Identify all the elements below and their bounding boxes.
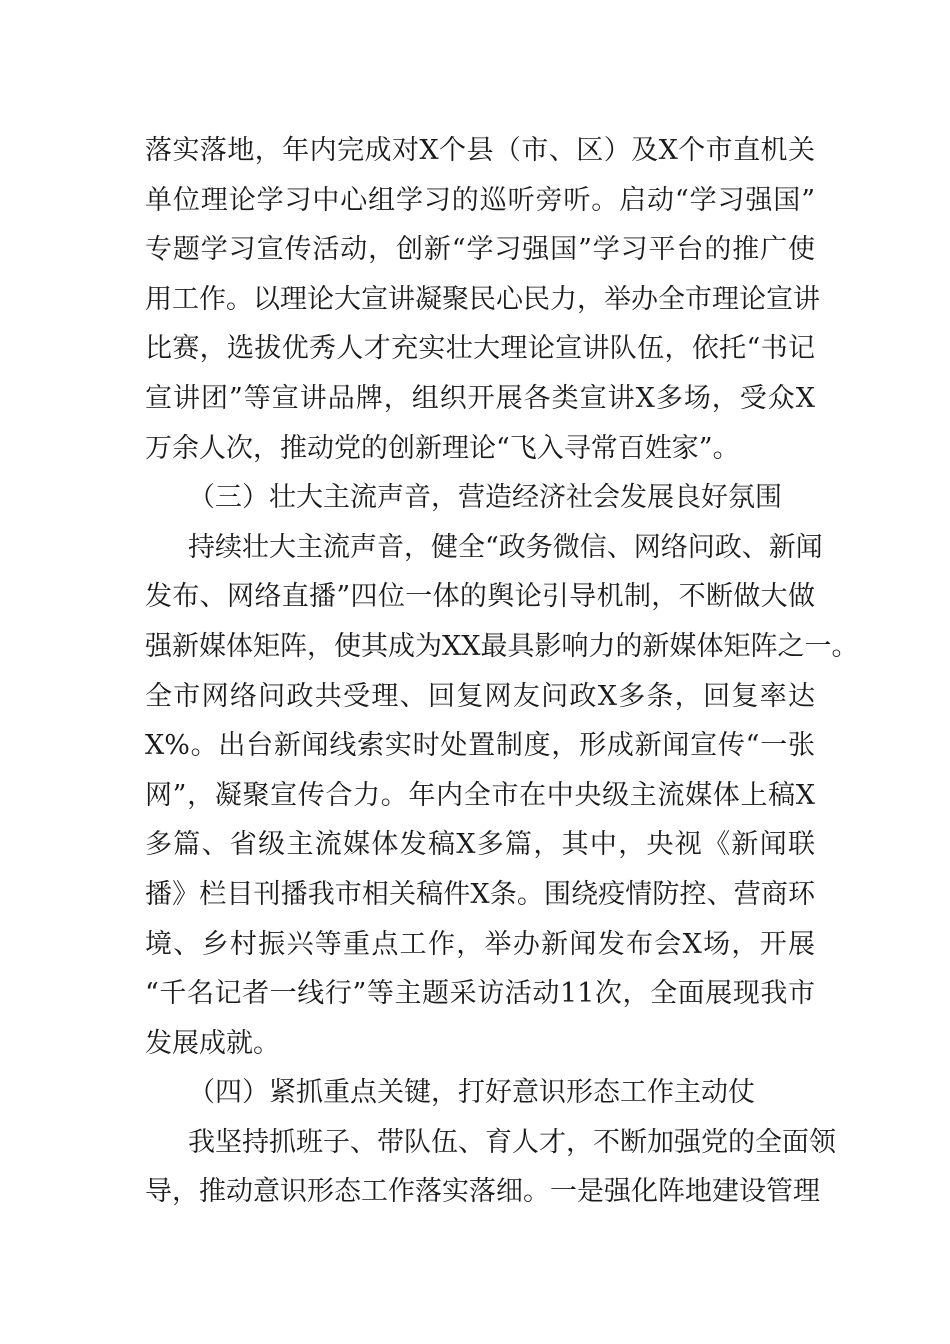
text-line: 宣讲团”等宣讲品牌，组织开展各类宣讲X多场，受众X	[145, 382, 815, 414]
text-line: 播》栏目刊播我市相关稿件X条。围绕疫情防控、营商环	[145, 878, 815, 910]
text-line: 专题学习宣传活动，创新“学习强国”学习平台的推广使	[145, 234, 815, 266]
text-line: 万余人次，推动党的创新理论“飞入寻常百姓家”。	[145, 432, 740, 464]
text-line: 用工作。以理论大宣讲凝聚民心民力，举办全市理论宣讲	[145, 283, 820, 315]
text-line: 境、乡村振兴等重点工作，举办新闻发布会X场，开展	[145, 928, 815, 960]
section-heading: （四）紧抓重点关键，打好意识形态工作主动仗	[188, 1077, 755, 1109]
text-line: 持续壮大主流声音，健全“政务微信、网络问政、新闻	[188, 531, 823, 563]
text-line: 单位理论学习中心组学习的巡听旁听。启动“学习强国”	[145, 184, 815, 216]
text-line: 强新媒体矩阵，使其成为XX最具影响力的新媒体矩阵之一。	[145, 630, 859, 662]
text-line: 发布、网络直播”四位一体的舆论引导机制，不断做大做	[145, 581, 815, 613]
text-line: 我坚持抓班子、带队伍、育人才，不断加强党的全面领	[188, 1126, 836, 1158]
text-line: “千名记者一线行”等主题采访活动11次，全面展现我市	[145, 978, 815, 1010]
text-line: 比赛，选拔优秀人才充实壮大理论宣讲队伍，依托“书记	[145, 333, 815, 365]
text-line: 导，推动意识形态工作落实落细。一是强化阵地建设管理	[145, 1176, 820, 1208]
text-line: 落实落地，年内完成对X个县（市、区）及X个市直机关	[145, 135, 815, 166]
document-body	[145, 126, 859, 1217]
text-line: 多篇、省级主流媒体发稿X多篇，其中，央视《新闻联	[145, 829, 815, 861]
text-line: X%。出台新闻线索实时处置制度，形成新闻宣传“一张	[145, 730, 815, 762]
text-line: 发展成就。	[145, 1027, 280, 1059]
section-heading: （三）壮大主流声音，营造经济社会发展良好氛围	[188, 482, 782, 514]
text-line: 网”，凝聚宣传合力。年内全市在中央级主流媒体上稿X	[145, 779, 815, 811]
text-line: 全市网络问政共受理、回复网友问政X多条，回复率达	[145, 680, 815, 712]
